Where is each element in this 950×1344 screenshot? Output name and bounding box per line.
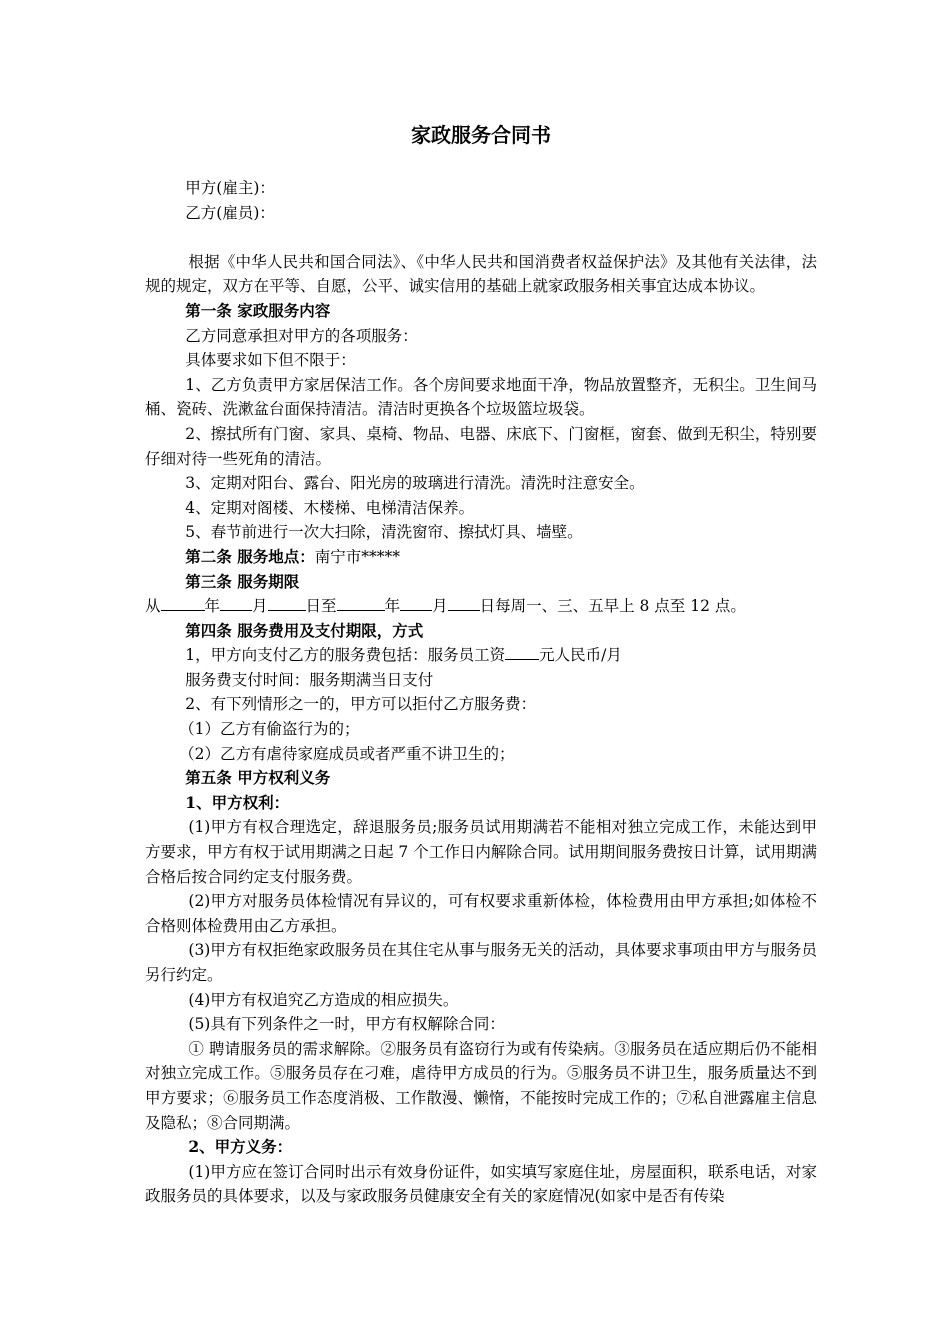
article-1-item: 5、春节前进行一次大扫除，清洗窗帘、擦拭灯具、墙壁。 xyxy=(185,523,583,542)
termination-conditions: ① 聘请服务员的需求解除。②服务员有盗窃行为或有传染病。③服务员在适应期后仍不能相对独立完成工作。⑤服务员存在刁难，虐待甲方成员的行为。⑤服务员不讲卫生，服务质量达不到甲方要求；⑥服务员工作态度消极、工作散漫、懒惰，不能按时完成工作的；⑦私自泄露雇主信息及隐私；⑧合同期满。 xyxy=(145,1039,817,1132)
end-day-blank[interactable] xyxy=(448,596,480,611)
day-to-label: 日至 xyxy=(305,597,337,616)
start-year-blank[interactable] xyxy=(161,596,205,611)
service-location-value: 南宁市***** xyxy=(314,547,400,566)
rights-item: (1)甲方有权合理选定，辞退服务员;服务员试用期满若不能相对独立完成工作，未能达到甲方要求，甲方有权于试用期满之日起 7 个工作日内解除合同。试用期间服务费按日计算，试用期满合格后按合同约定支付服务费。 xyxy=(145,818,817,886)
article-1-item: 1、乙方负责甲方家居保洁工作。各个房间要求地面干净，物品放置整齐，无积尘。卫生间马桶、瓷砖、洗漱盆台面保持清洁。清洁时更换各个垃圾篮垃圾袋。 xyxy=(145,375,817,419)
period-from-label: 从 xyxy=(145,597,161,616)
spacer xyxy=(145,225,817,250)
article-1-heading: 第一条 家政服务内容 xyxy=(185,300,331,320)
year-label: 年 xyxy=(384,597,401,616)
party-a-line: 甲方(雇主)： xyxy=(185,179,275,197)
schedule-label: 日每周一、三、五早上 8 点至 12 点。 xyxy=(479,597,746,616)
article-2-heading: 第二条 服务地点： xyxy=(185,546,315,566)
end-year-blank[interactable] xyxy=(337,596,385,611)
article-4-heading: 第四条 服务费用及支付期限，方式 xyxy=(185,620,424,640)
article-1-item: 3、定期对阳台、露台、阳光房的玻璃进行清洗。清洗时注意安全。 xyxy=(185,474,645,493)
duties-item: (1)甲方应在签订合同时出示有效身份证件，如实填写家庭住址，房屋面积，联系电话，对家政服务员的具体要求，以及与家政服务员健康安全有关的家庭情况(如家中是否有传染 xyxy=(145,1162,817,1206)
article-1-requirements: 具体要求如下但不限于： xyxy=(185,351,356,370)
article-2-line xyxy=(145,545,817,570)
month-label: 月 xyxy=(252,597,268,616)
preamble-paragraph: 根据《中华人民共和国合同法》、《中华人民共和国消费者权益保护法》及其他有关法律，法规的规定，双方在平等、自愿，公平、诚实信用的基础上就家政服务相关事宜达成本协议。 xyxy=(145,252,817,296)
start-month-blank[interactable] xyxy=(220,596,252,611)
document-title: 家政服务合同书 xyxy=(411,123,551,147)
party-b-line: 乙方(雇员)： xyxy=(185,203,275,222)
fee-unit: 元人民币/月 xyxy=(539,646,622,665)
refusal-condition-item: （2）乙方有虐待家庭成员或者严重不讲卫生的； xyxy=(179,744,515,763)
rights-item: (4)甲方有权追究乙方造成的相应损失。 xyxy=(188,990,459,1009)
rights-item: (2)甲方对服务员体检情况有异议的，可有权要求重新体检，体检费用由甲方承担;如体检不合格则体检费用由乙方承担。 xyxy=(145,892,817,935)
service-period-line xyxy=(145,594,817,619)
article-5-heading: 第五条 甲方权利义务 xyxy=(185,768,331,788)
end-month-blank[interactable] xyxy=(400,596,432,611)
refusal-conditions-line: 2、有下列情形之一的，甲方可以拒付乙方服务费： xyxy=(185,695,537,714)
article-1-item: 4、定期对阁楼、木楼梯、电梯清洁保养。 xyxy=(185,498,475,517)
start-day-blank[interactable] xyxy=(268,596,306,611)
duties-heading: 2、甲方义务： xyxy=(188,1137,293,1157)
year-label: 年 xyxy=(204,597,221,616)
rights-heading: 1、甲方权利： xyxy=(185,792,290,812)
rights-item: (5)具有下列条件之一时，甲方有权解除合同： xyxy=(188,1015,505,1034)
fee-label: 1，甲方向支付乙方的服务费包括：服务员工资 xyxy=(185,646,506,665)
wage-blank[interactable] xyxy=(505,645,539,660)
contract-page xyxy=(145,120,817,1209)
article-1-item: 2、擦拭所有门窗、家具、桌椅、物品、电器、床底下、门窗框，窗套、做到无积尘，特别要仔细对待一些死角的清洁。 xyxy=(145,424,817,468)
month-label: 月 xyxy=(432,597,448,616)
article-3-heading: 第三条 服务期限 xyxy=(185,571,300,591)
payment-time-line: 服务费支付时间：服务期满当日支付 xyxy=(185,670,434,689)
fee-line xyxy=(145,643,817,668)
rights-item: (3)甲方有权拒绝家政服务员在其住宅从事与服务无关的活动，具体要求事项由甲方与服务员另行约定。 xyxy=(145,941,817,984)
refusal-condition-item: （1）乙方有偷盗行为的； xyxy=(179,720,360,739)
article-1-intro: 乙方同意承担对甲方的各项服务： xyxy=(185,326,418,345)
